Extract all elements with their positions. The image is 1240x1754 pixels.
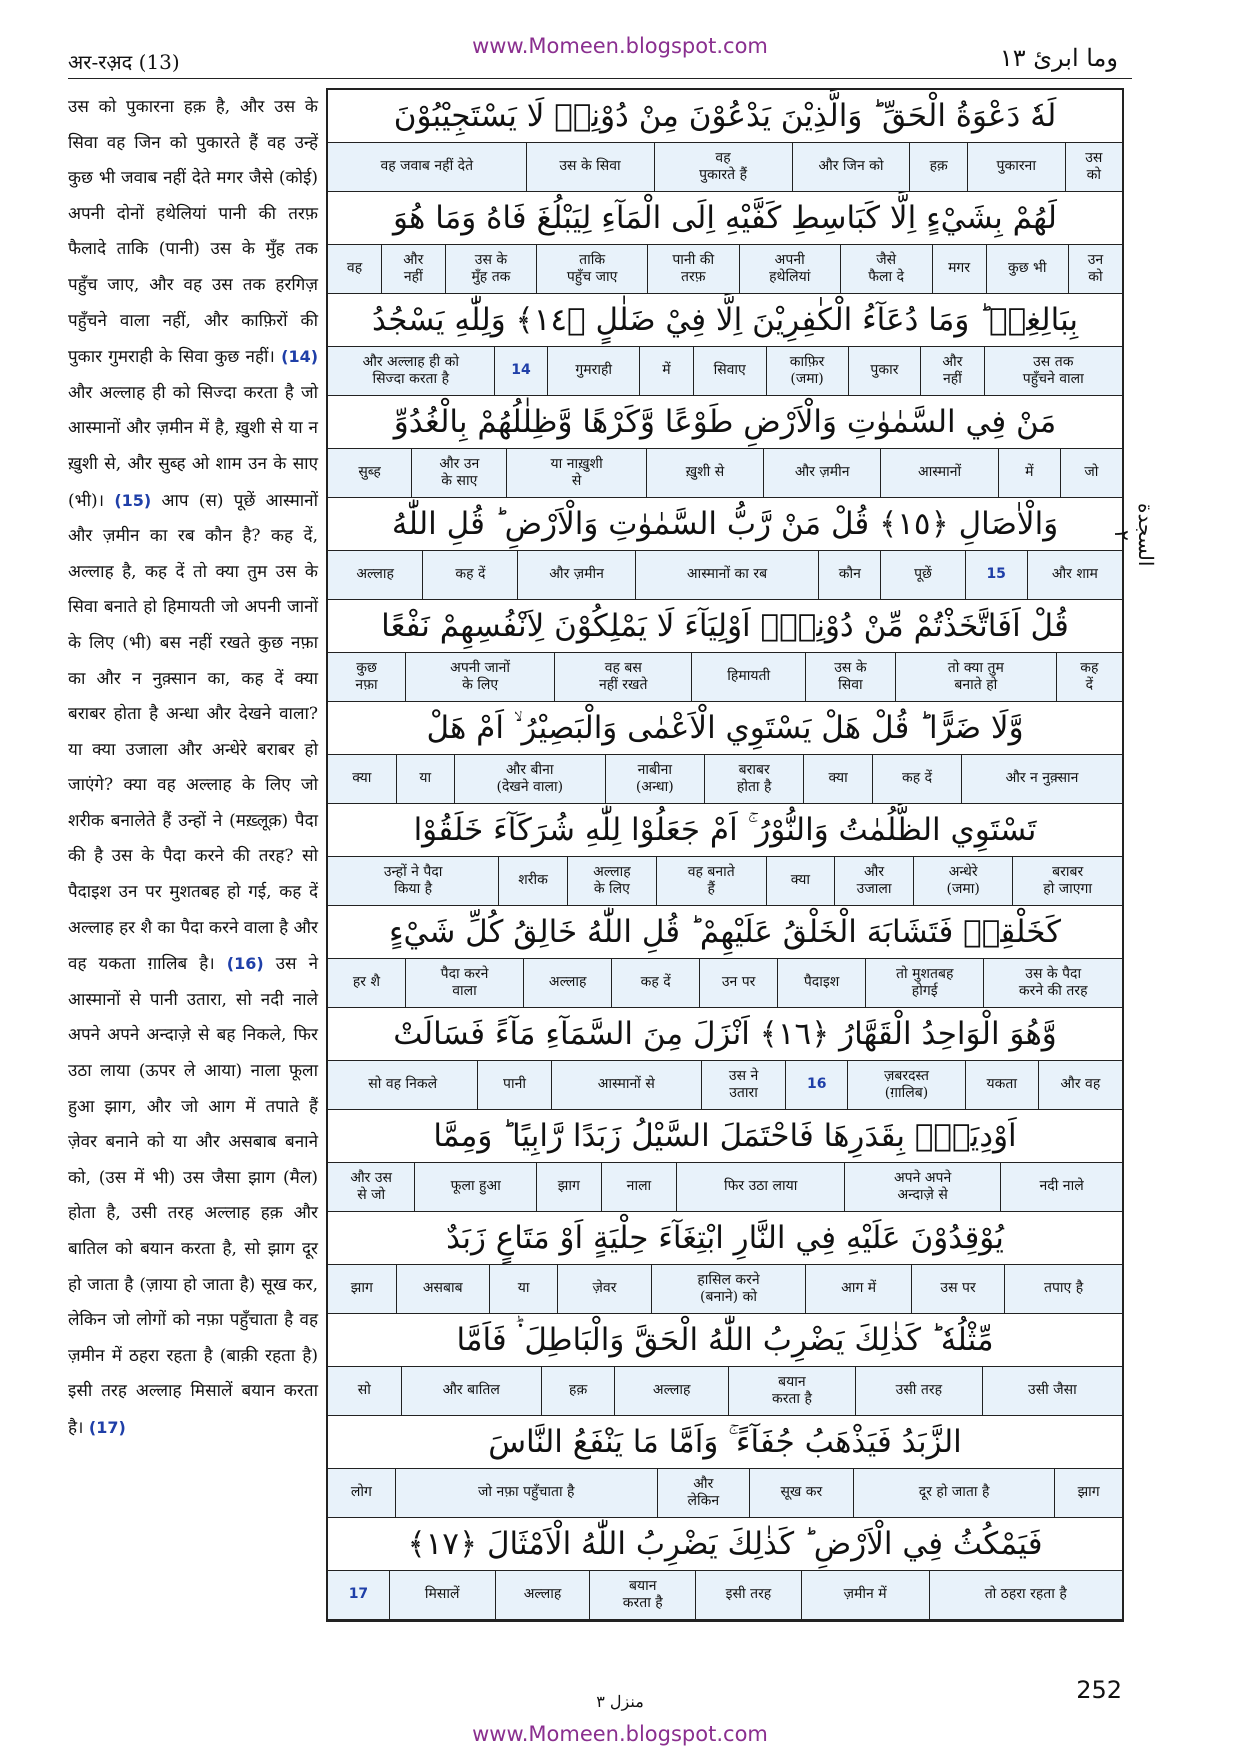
hindi-translation (68, 90, 318, 1690)
gloss-cell: ज़ेवर (557, 1265, 650, 1313)
arabic-line: قُلْ اَفَاتَّخَذْتُمْ مِّنْ دُوْنِهٖۤ اَوْلِيَآءَ لَا يَمْلِكُوْنَ لِاَنْفُسِهِمْ نَفْعًا (328, 600, 1122, 652)
gloss-cell: और जिन को (792, 143, 910, 191)
gloss-cell: फिर उठा लाया (676, 1163, 844, 1211)
gloss-cell: वह बस नहीं रखते (554, 653, 691, 701)
arabic-line: مِّثْلُهٗ ؕ كَذٰلِكَ يَضْرِبُ اللّٰهُ الْحَقَّ وَالْبَاطِلَ ۬ؕ فَاَمَّا (328, 1314, 1122, 1366)
verse-number: (17) (88, 1417, 126, 1437)
gloss-cell: हक़ (909, 143, 966, 191)
top-url: www.Momeen.blogspot.com (472, 34, 768, 58)
gloss-cell: अन्धेरे (जमा) (913, 857, 1012, 905)
gloss-cell: तो क्या तुम बनाते हो (895, 653, 1056, 701)
gloss-row (328, 550, 1122, 600)
gloss-row (328, 346, 1122, 396)
gloss-cell: उन्हों ने पैदा किया है (383, 863, 443, 897)
gloss-cell: गुमराही (547, 347, 638, 395)
gloss-cell: ताकि पहुँच जाए (536, 245, 647, 293)
gloss-cell: ज़बरदस्त (ग़ालिब) (847, 1061, 964, 1109)
gloss-cell: बराबर होता है (704, 755, 803, 803)
gloss-cell: 17 (348, 1586, 369, 1603)
gloss-cell: और बीना (देखने वाला) (454, 755, 605, 803)
translation-text: और अल्लाह ही को सिज्दा करता है जो आस्मानों और ज़मीन में है, ख़ुशी से या न ख़ुशी से, और सुब्ह ओ शाम उन के साए (भी)। (68, 382, 318, 511)
gloss-cell: 16 (785, 1061, 847, 1109)
gloss-row (328, 1162, 1122, 1212)
gloss-row (328, 1468, 1122, 1518)
arabic-line: تَسْتَوِي الظُّلُمٰتُ وَالنُّوْرُ ۚ اَمْ جَعَلُوْا لِلّٰهِ شُرَكَآءَ خَلَقُوْا (328, 804, 1122, 856)
arabic-line: فَيَمْكُثُ فِي الْاَرْضِ ؕ كَذٰلِكَ يَضْرِبُ اللّٰهُ الْاَمْثَالَ ﴿١٧﴾ (328, 1518, 1122, 1570)
gloss-cell: आस्मानों (880, 449, 997, 497)
gloss-cell: उस के पैदा करने की तरह (983, 959, 1122, 1007)
arabic-line: لَهُمْ بِشَيْءٍ اِلَّا كَبَاسِطِ كَفَّيْهِ اِلَى الْمَآءِ لِيَبْلُغَ فَاهُ وَمَا هُوَ (328, 192, 1122, 244)
gloss-cell: तो मुशतबह होगई (865, 959, 983, 1007)
gloss-cell: सो (357, 1382, 371, 1399)
gloss-cell: हर शै (352, 974, 380, 991)
gloss-cell: सूख कर (749, 1469, 853, 1517)
gloss-cell: उस के सिवा (526, 143, 654, 191)
gloss-cell: और उजाला (834, 857, 913, 905)
gloss-cell: हासिल करने (बनाने) को (651, 1265, 806, 1313)
gloss-cell: जो नफ़ा पहुँचाता है (395, 1469, 657, 1517)
gloss-cell: कौन (818, 551, 880, 599)
verse-number: (15) (114, 490, 152, 510)
gloss-cell: और उस से जो (350, 1169, 392, 1203)
verse-number: (14) (281, 347, 319, 367)
arabic-line: وَّلَا ضَرًّا ؕ قُلْ هَلْ يَسْتَوِي الْاَعْمٰى وَالْبَصِيْرُ ۙ اَمْ هَلْ (328, 702, 1122, 754)
gloss-cell: उसी जैसा (982, 1367, 1122, 1415)
gloss-cell: और वह (1038, 1061, 1122, 1109)
gloss-cell: सिवाए (693, 347, 766, 395)
gloss-cell: कुछ नफ़ा (355, 659, 378, 693)
gloss-cell: ज़मीन में (801, 1571, 929, 1619)
gloss-cell: झाग (1054, 1469, 1122, 1517)
gloss-cell: नाबीना (अन्धा) (605, 755, 704, 803)
gloss-cell: पैदाइश (777, 959, 865, 1007)
translation-text: उस को पुकारना हक़ है, और उस के सिवा वह जिन को पुकारते हैं वह उन्हें कुछ भी जवाब नहीं देते मगर जैसे (कोई) अपनी दोनों हथेलियां पानी की तरफ़ फैलादे ताकि (पानी) उस के मुँह तक पहुँच जाए, और वह उस तक हरगिज़ पहुँचने वाला नहीं, और काफ़िरों की पुकार गुमराही के सिवा कुछ नहीं। (68, 97, 318, 368)
arabic-line: كَخَلْقِهٖ فَتَشَابَهَ الْخَلْقُ عَلَيْهِمْ ؕ قُلِ اللّٰهُ خَالِقُ كُلِّ شَيْءٍ (328, 906, 1122, 958)
word-by-word-grid (326, 88, 1124, 1622)
gloss-row (328, 142, 1122, 192)
gloss-cell: मगर (932, 245, 986, 293)
gloss-cell: उन पर (699, 959, 777, 1007)
gloss-cell: उन को (1068, 245, 1122, 293)
sajda-marker: السجدة ٢ (1110, 503, 1158, 567)
arabic-line: يُوْقِدُوْنَ عَلَيْهِ فِي النَّارِ ابْتِغَآءَ حِلْيَةٍ اَوْ مَتَاعٍ زَبَدٌ (328, 1212, 1122, 1264)
gloss-row (328, 958, 1122, 1008)
arabic-line: مَنْ فِي السَّمٰوٰتِ وَالْاَرْضِ طَوْعًا وَّكَرْهًا وَّظِلٰلُهُمْ بِالْغُدُوِّ (328, 396, 1122, 448)
gloss-cell: में (998, 449, 1060, 497)
gloss-cell: कह दें (611, 959, 699, 1007)
gloss-row (328, 856, 1122, 906)
gloss-cell: झाग (350, 1280, 373, 1297)
gloss-cell: हक़ (541, 1367, 615, 1415)
translation-text: आप (स) पूछें आस्मानों और ज़मीन का रब कौन है? कह दें, अल्लाह है, कह दें तो क्या तुम उस के सिवा बनाते हो हिमायती जो अपनी जानों के लिए (भी) बस नहीं रखते कुछ नफ़ा का और न नुक़्सान का, कह दें क्या बराबर होता है अन्धा और देखने वाला? या क्या उजाला और अन्धेरे बराबर हो जाएंगे? क्या वह अल्लाह के लिए जो शरीक बनालेते हैं उन्हों ने (मख़्लूक़) पैदा की है उस के पैदा करने की तरह? सो पैदाइश उन पर मुशतबह हो गई, कह दें अल्लाह हर शै का पैदा करने वाला है और वह यकता ग़ालिब है। (68, 490, 319, 975)
gloss-cell: वह जवाब नहीं देते (380, 158, 474, 175)
gloss-cell: उस को (1065, 143, 1122, 191)
gloss-row (328, 1060, 1122, 1110)
gloss-cell: वह पुकारते हैं (654, 143, 792, 191)
gloss-cell: उस पर (911, 1265, 1004, 1313)
gloss-cell: अपने अपने अन्दाज़े से (844, 1163, 1000, 1211)
gloss-cell: पुकार (848, 347, 921, 395)
translation-text: उस ने आस्मानों से पानी उतारा, सो नदी नाले अपने अपने अन्दाज़े से बह निकले, फिर उठा लाया (ऊपर ले आया) नाला फूला हुआ झाग, और जो आग में तपाते हैं ज़ेवर बनाने को या और असबाब बनाने को, (उस में भी) उस जैसा झाग (मैल) होता है, उसी तरह अल्लाह हक़ और बातिल को बयान करता है, सो झाग दूर हो जाता है (ज़ाया हो जाता है) सूख कर, लेकिन जो लोगों को नफ़ा पहुँचाता है वह ज़मीन में ठहरा रहता है (बाक़ी रहता है) इसी तरह अल्लाह मिसालें बयान करता है। (68, 954, 319, 1438)
gloss-row (328, 1570, 1122, 1620)
verse-number: (16) (226, 954, 264, 974)
gloss-cell: उस तक पहुँचने वाला (984, 347, 1122, 395)
gloss-cell: कह दें (1056, 653, 1122, 701)
gloss-cell: अल्लाह (495, 1571, 590, 1619)
gloss-row (328, 1264, 1122, 1314)
gloss-cell: पुकारना (967, 143, 1065, 191)
gloss-cell: इसी तरह (695, 1571, 801, 1619)
page-number: 252 (1076, 1676, 1122, 1704)
gloss-cell: आग में (805, 1265, 911, 1313)
gloss-cell: पूछें (880, 551, 964, 599)
bottom-url: www.Momeen.blogspot.com (472, 1722, 768, 1746)
gloss-cell: उस ने उतारा (701, 1061, 785, 1109)
gloss-cell: जैसे फैला दे (840, 245, 932, 293)
gloss-cell: जो (1060, 449, 1122, 497)
gloss-cell: 14 (494, 347, 548, 395)
gloss-row (328, 652, 1122, 702)
arabic-line: لَهٗ دَعْوَةُ الْحَقِّ ؕ وَالَّذِيْنَ يَدْعُوْنَ مِنْ دُوْنِهٖ لَا يَسْتَجِيْبُوْنَ (328, 90, 1122, 142)
gloss-cell: या (489, 1265, 558, 1313)
gloss-cell: वह (346, 260, 363, 277)
gloss-row (328, 1366, 1122, 1416)
gloss-cell: कह दें (872, 755, 961, 803)
gloss-cell: बयान करता है (589, 1571, 695, 1619)
gloss-cell: और ज़मीन (763, 449, 880, 497)
gloss-cell: नाला (601, 1163, 677, 1211)
juz-header: وما ابرئ ١٣ (999, 44, 1118, 72)
gloss-row (328, 448, 1122, 498)
manzil-label: منزل ٣ (596, 1692, 644, 1711)
gloss-cell: कुछ भी (986, 245, 1068, 293)
arabic-line: الزَّبَدُ فَيَذْهَبُ جُفَآءً ۚ وَاَمَّا مَا يَنْفَعُ النَّاسَ (328, 1416, 1122, 1468)
gloss-cell: झाग (536, 1163, 600, 1211)
gloss-cell: दूर हो जाता है (853, 1469, 1054, 1517)
gloss-cell: पानी की तरफ़ (647, 245, 739, 293)
gloss-cell: और बातिल (401, 1367, 541, 1415)
gloss-cell: कह दें (422, 551, 517, 599)
gloss-cell: सुब्ह (358, 464, 381, 481)
gloss-cell: अल्लाह के लिए (567, 857, 656, 905)
gloss-cell: उस के सिवा (805, 653, 895, 701)
gloss-cell: अपनी जानों के लिए (405, 653, 554, 701)
translation-paragraph (68, 90, 318, 1447)
gloss-cell: उस के मुँह तक (445, 245, 537, 293)
gloss-cell: अल्लाह (523, 959, 611, 1007)
gloss-cell: 15 (965, 551, 1027, 599)
gloss-cell: बयान करता है (728, 1367, 855, 1415)
header-rule (68, 78, 1132, 79)
gloss-cell: और नहीं (920, 347, 983, 395)
gloss-cell: पानी (477, 1061, 550, 1109)
gloss-cell: अल्लाह (614, 1367, 728, 1415)
gloss-row (328, 754, 1122, 804)
gloss-cell: और शाम (1027, 551, 1122, 599)
gloss-cell: में (639, 347, 693, 395)
gloss-cell: वह बनाते हैं (656, 857, 766, 905)
gloss-cell: और न नुक़्सान (961, 755, 1122, 803)
gloss-cell: या (396, 755, 454, 803)
gloss-cell: लोग (350, 1484, 372, 1501)
arabic-line: بِبَالِغِهٖ ؕ وَمَا دُعَآءُ الْكٰفِرِيْنَ اِلَّا فِيْ ضَلٰلٍ ﴿١٤﴾ وَلِلّٰهِ يَسْجُدُ (328, 294, 1122, 346)
gloss-cell: अपनी हथेलियां (739, 245, 840, 293)
gloss-cell: और उन के साए (411, 449, 506, 497)
gloss-cell: और नहीं (381, 245, 445, 293)
gloss-cell: हिमायती (691, 653, 805, 701)
gloss-cell: आस्मानों का रब (635, 551, 818, 599)
arabic-line: وَّهُوَ الْوَاحِدُ الْقَهَّارُ ﴿١٦﴾ اَنْزَلَ مِنَ السَّمَآءِ مَآءً فَسَالَتْ (328, 1008, 1122, 1060)
gloss-cell: यकता (965, 1061, 1038, 1109)
gloss-cell: नदी नाले (1000, 1163, 1122, 1211)
gloss-cell: क्या (803, 755, 872, 803)
arabic-line: اَوْدِيَةٌۢ بِقَدَرِهَا فَاحْتَمَلَ السَّيْلُ زَبَدًا رَّابِيًا ؕ وَمِمَّا (328, 1110, 1122, 1162)
gloss-cell: ख़ुशी से (646, 449, 763, 497)
gloss-cell: और ज़मीन (517, 551, 634, 599)
gloss-cell: फूला हुआ (414, 1163, 536, 1211)
gloss-cell: पैदा करने वाला (405, 959, 523, 1007)
gloss-row (328, 244, 1122, 294)
surah-header: अर-रअ़द (13) (68, 50, 180, 74)
gloss-cell: तो ठहरा रहता है (929, 1571, 1123, 1619)
gloss-cell: मिसालें (389, 1571, 495, 1619)
gloss-cell: तपाए है (1004, 1265, 1122, 1313)
gloss-cell: असबाब (396, 1265, 489, 1313)
gloss-cell: बराबर हो जाएगा (1012, 857, 1122, 905)
gloss-cell: अल्लाह (356, 566, 394, 583)
gloss-cell: और लेकिन (657, 1469, 749, 1517)
gloss-cell: आस्मानों से (551, 1061, 701, 1109)
gloss-cell: काफ़िर (जमा) (766, 347, 848, 395)
gloss-cell: क्या (352, 770, 372, 787)
gloss-cell: क्या (766, 857, 835, 905)
gloss-cell: उसी तरह (855, 1367, 982, 1415)
gloss-cell: और अल्लाह ही को सिज्दा करता है (362, 353, 459, 387)
gloss-cell: या नाख़ुशी से (506, 449, 645, 497)
gloss-cell: शरीक (498, 857, 567, 905)
arabic-line: وَالْاٰصَالِ ﴿١٥﴾ قُلْ مَنْ رَّبُّ السَّمٰوٰتِ وَالْاَرْضِ ؕ قُلِ اللّٰهُ (328, 498, 1122, 550)
gloss-cell: सो वह निकले (368, 1076, 438, 1093)
